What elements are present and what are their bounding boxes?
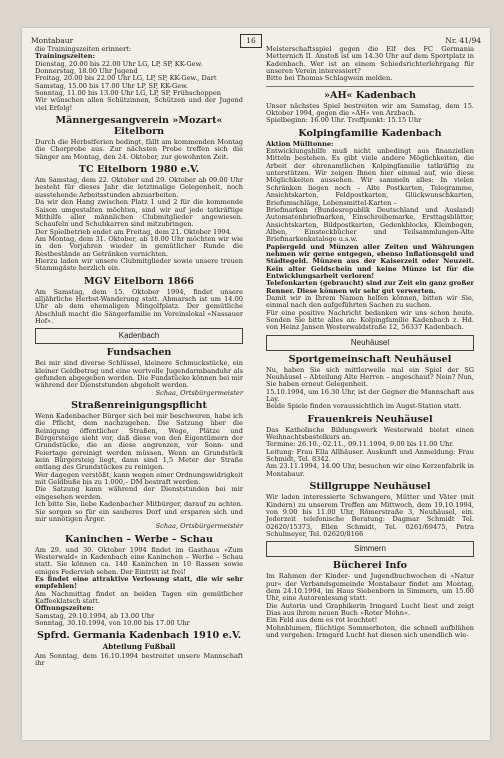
bold-paragraph: Telefonkarten (gebraucht) sind zur Zeit ein ganz großer Renner. Diese können wir sehr gut verwerten.: [266, 279, 474, 295]
body-paragraph: Ich bitte Sie, liebe Kadenbacher Mitbürger, darauf zu achten. Sie sorgen so für ein sauberes Dorf und ersparen sich und mir unnötigen Ärger.: [35, 500, 243, 523]
body-paragraph: Da wir den Hang zwischen Platz 1 und 2 für die kommende Saison umgestalten möchten, sind wir auf jede tatkräftige Mithilfe aller männlichen Clubmitglieder angewiesen. Schaufeln und Schubkarren sind mitzubringen.: [35, 198, 243, 229]
body-paragraph: Am Sonntag, dem 16.10.1994 bestreitet unsere Mannschaft ihr: [35, 651, 243, 668]
section-heading: Bücherei Info: [332, 560, 408, 572]
body-paragraph: Am Samstag, dem 15. Oktober 1994, findet unsere alljährliche Herbst-Wanderung statt. Abmarsch ist um 14.00 Uhr ab dem ehemaligen Mingolfplatz. Der gemütliche Abschluß macht die Sängerfamilie im Vereinslokal »Nassauer Hof«.: [35, 287, 243, 325]
section-heading: Fundsachen: [106, 347, 172, 359]
body-paragraph: Die Satzung kann während der Dienststunden bei mir eingesehen werden.: [35, 485, 243, 501]
body-paragraph: Beide Spiele finden voraussichtlich im Augst-Station statt.: [266, 402, 462, 411]
body-paragraph: Termine: 26.10., 02.11., 09.11.1994, 9.00 bis 11.00 Uhr.: [266, 440, 454, 449]
bold-paragraph: Aktion Mülltonne:: [266, 139, 334, 148]
section-heading: Männergesangverein »Mozart« Eitelborn: [55, 115, 223, 138]
body-paragraph: 15.10.1994, um 16.30 Uhr, ist der Gegner die Mannschaft aus Lay.: [266, 387, 474, 404]
body-paragraph: Spielbeginn: 16.00 Uhr. Treffpunkt: 15.15 Uhr: [266, 116, 422, 125]
body-paragraph: Durch die Herbstferien bedingt, fällt am kommenden Montag die Chorprobe aus. Zur nächsten Probe treffen sich die Sänger am Montag, den 24. Oktober, zur gewohnten Zeit.: [35, 138, 243, 161]
section-heading: Kaninchen – Werbe – Schau: [65, 533, 213, 545]
bold-paragraph: Trainingszeiten:: [35, 52, 96, 61]
body-paragraph: Freitag, 20.00 bis 22.00 Uhr LG, LP, SP, KK-Gew., Dart: [35, 74, 217, 83]
header-town: Montabaur: [31, 36, 74, 45]
locality-banner: Simmern: [266, 541, 474, 557]
bold-paragraph: Öffnungszeiten:: [35, 604, 94, 613]
signature-line: Schaa, Ortsbürgermeister: [155, 388, 243, 397]
section-heading: MGV Eitelborn 1866: [84, 275, 194, 287]
locality-banner: Kadenbach: [35, 328, 243, 344]
body-paragraph: Am 29. und 30. Oktober 1994 findet im Gasthaus »Zum Westerwald« in Kadenbach eine Kaninchen – Werbe – Schau statt. Sie können ca. 140 Kaninchen in 10 Rassen sowie einiges Federvieh sehen. Der Eintritt ist frei!: [35, 545, 243, 576]
section-heading: Spfrd. Germania Kadenbach 1910 e.V.: [36, 630, 242, 642]
newspaper-page: [22, 28, 490, 740]
body-paragraph: Am Nachmittag findet an beiden Tagen ein gemütlicher Kaffeeklatsch statt.: [35, 589, 243, 605]
body-paragraph: Sonntag, 30.10.1994, von 10.00 bis 17.00 Uhr: [35, 618, 190, 627]
body-paragraph: Nu, haben Sie sich mittlerweile mal ein Spiel der SG Neuhäusel – Abteilung Alte Herren – angeschaut? Nein? Nun, Sie haben erneut Gelegenheit.: [266, 365, 474, 389]
bold-paragraph: Es findet eine attraktive Verlosung statt, die wir sehr empfehlen!: [35, 574, 243, 591]
section-heading: Frauenkreis Neuhäusel: [307, 413, 433, 425]
body-paragraph: Samstag, 29.10.1994, ab 13.00 Uhr: [35, 611, 155, 620]
locality-banner: Neuhäusel: [266, 335, 474, 351]
right-column: [266, 46, 474, 639]
body-paragraph: Damit wir in Ihrem Namen helfen können, bitten wir Sie, einmal nach den aufgeführten Sachen zu suchen.: [266, 293, 474, 310]
body-paragraph: die Trainingszeiten erinnert:: [35, 45, 132, 53]
section-heading: »AH« Kadenbach: [324, 89, 416, 101]
section-subheading: Abteilung Fußball: [102, 642, 176, 652]
section-heading: TC Eitelborn 1980 e.V.: [78, 164, 200, 176]
body-paragraph: Mohnblumen, flüchtige Sommerboten, die schnell aufblühen und vergehen. Irmgard Lucht hat diesen sich unendlich wie-: [266, 623, 474, 639]
body-paragraph: Unser nächstes Spiel bestreiten wir am Samstag, dem 15. Oktober 1994, gegen die »AH« von Arzbach.: [266, 101, 474, 118]
body-paragraph: Wir laden interessierte Schwangere, Mütter und Väter (mit Kindern) zu unserem Treffen am Mittwoch, dem 19.10.1994, von 9.00 bis 11.00 Uhr, Römerstraße 3, Neuhäusel, ein. Jederzeit telefonische Beratung: Dagmar Schmidt Tel. 02620/15373, Ellen Schmidt, Tel. 0261/69475, Petra Schulmeyer, Tel. 02620/8166: [266, 493, 474, 538]
body-paragraph: Am Montag, dem 31. Oktober, ab 18.00 Uhr möchten wir wie in den Vorjahren wieder in gemütlicher Runde die Restbestände an Getränken vernichten.: [35, 234, 243, 258]
section-heading: Stillgruppe Neuhäusel: [309, 481, 431, 493]
body-paragraph: Ein Feld aus dem es rot leuchtet!: [266, 616, 378, 625]
bold-paragraph: Papiergeld und Münzen aller Zeiten und Währungen nehmen wir gerne entgegen, ebenso Inflationsgeld und Städtegeld. Münzen aus der Kaiserzeit oder Neuzeit. Kein alter Geldschein und keine Münze ist für die Entwicklungsarbeit verloren!: [266, 242, 474, 280]
body-paragraph: Sonntag, 11.00 bis 13.00 Uhr LG, LP, SP, Frühschoppen: [35, 89, 221, 98]
body-paragraph: Donnerstag, 18.00 Uhr Jugend: [35, 67, 138, 76]
body-paragraph: Entwicklungshilfe muß nicht unbedingt aus finanziellen Mitteln bestehen. Es gibt viele andere Möglichkeiten, die Arbeit der ehrenamtlichen Kolpingfamilie tatkräftig zu unterstützen. Wir zeigen Ihnen hier einmal auf, wie diese Möglichkeiten aussehen. Wir sammeln alles: In vielen Schränken liegen noch – Alte Postkarten, Telegramme, Ansichtskarten, Feldpostkarten, Glückwunschkarten, Briefumschläge, Lebensmittel-Karten –: [266, 147, 474, 207]
left-column: [35, 46, 243, 668]
body-paragraph: Wenn Kadenbacher Bürger sich bei mir beschweren, habe ich die Pflicht, dem nachzugehen. Die Satzung über die Reinigung öffentlicher Straßen, Wege, Plätze und Bürgersteige sieht vor, daß diese von den Eigentümern der Grundstücke, die an diese angrenzen, vor Sonn- und Feiertage gereinigt werden müssen. Wenn an Grundstück kein Bürgersteig liegt, dann sind 1,5 Meter der Straße entlang des Grundstückes zu reinigen.: [35, 412, 243, 472]
body-paragraph: Am 23.11.1994, 14.00 Uhr, besuchen wir eine Kerzenfabrik in Montabaur.: [266, 462, 474, 478]
issue-number: Nr. 41/94: [445, 36, 481, 45]
body-paragraph: Leitung: Frau Ella Allhäuser. Auskunft und Anmeldung: Frau Schmidt, Tel. 8342.: [266, 447, 474, 464]
section-heading: Sportgemeinschaft Neuhäusel: [288, 353, 452, 365]
body-paragraph: Im Rahmen der Kinder- und Jugendbuchwochen di »Natur pur« der Verbandsgemeinde Montabaur findet am Montag, dem 24.10.1994, im Haus Siebenborn in Simmern, um 15.00 Uhr, eine Autorenlesung statt.: [266, 572, 474, 603]
body-paragraph: Dienstag, 20.00 bis 22.00 Uhr LG, LP, SP, KK-Gew.: [35, 59, 203, 68]
body-paragraph: Bei mir sind diverse Schlüssel, kleinere Schmuckstücke, ein kleiner Geldbetrag und eine wertvolle Jugendarmbanduhr als gefunden abgegeben worden. Die Fundstücke können bei mir während der Dienststunden abgeholt werden.: [35, 359, 243, 390]
body-paragraph: Das Katholische Bildungswerk Westerwald bietet einen Weihnachtsbastelkurs an.: [266, 425, 474, 442]
body-paragraph: Wer dagegen verstößt, kann wegen einer Ordnungswidrigkeit mit Geldbuße bis zu 1.000,– DM bestraft werden.: [35, 470, 243, 487]
body-paragraph: Hierzu laden wir unsere Clubmitglieder sowie unsere treuen Stammgäste herzlich ein.: [35, 256, 243, 273]
section-heading: Straßenreinigungspflicht: [71, 400, 207, 412]
body-paragraph: Meisterschaftsspiel gegen die Elf des FC Germania Metternich II. Anstoß ist um 14.30 Uhr auf dem Sportplatz in Kadenbach. Wer ist an einem Schiedsrichterlehrgang für unseren Verein interessiert?: [266, 45, 474, 76]
section-heading: Kolpingfamilie Kadenbach: [298, 127, 442, 139]
page-number: 16: [240, 34, 262, 48]
body-paragraph: Samstag, 15.00 bis 17.00 Uhr LP, SP, KK-Gew.: [35, 81, 189, 90]
body-paragraph: Der Spielbetrieb endet am Freitag, dem 21. Oktober 1994.: [35, 227, 232, 236]
body-paragraph: Die Autorin und Graphikerin Irmgard Lucht liest und zeigt Dias aus ihrem neuen Buch »Roter Mohn«.: [266, 601, 474, 617]
body-paragraph: Briefmarken (Bundesrepublik Deutschland und Ausland) Automatenbriefmarken, Einschreibemarke, Ersttagsblätter, Ansichtskarten, Bildpostkarten, Gedenkblocks, Kleinbogen, Alben, Einsteckbücher und Teilsammlungen-Alte Briefmarkenkataloge u.s.w.: [266, 205, 474, 244]
divider-rule: [266, 86, 474, 87]
body-paragraph: Bitte bei Thomas Schlagwein melden.: [266, 74, 393, 83]
signature-line: Schaa, Ortsbürgermeister: [155, 522, 243, 531]
body-paragraph: Wir wünschen allen Schützinnen, Schützen und der Jugend viel Erfolg!: [35, 96, 243, 112]
body-paragraph: Am Samstag, dem 22. Oktober und 29. Oktober ab 09.00 Uhr besteht für dieses Jahr die letztmalige Gelegenheit, noch ausstehende Arbeitsstunden abzuarbeiten.: [35, 176, 243, 199]
body-paragraph: Für eine positive Nachricht bedanken wir uns schon heute. Senden Sie bitte alles an: Kolpingfamilie Kadenbach z. Hd. von Heinz Jansen Westerwaldstraße 12, 56337 Kadenbach.: [266, 308, 474, 332]
